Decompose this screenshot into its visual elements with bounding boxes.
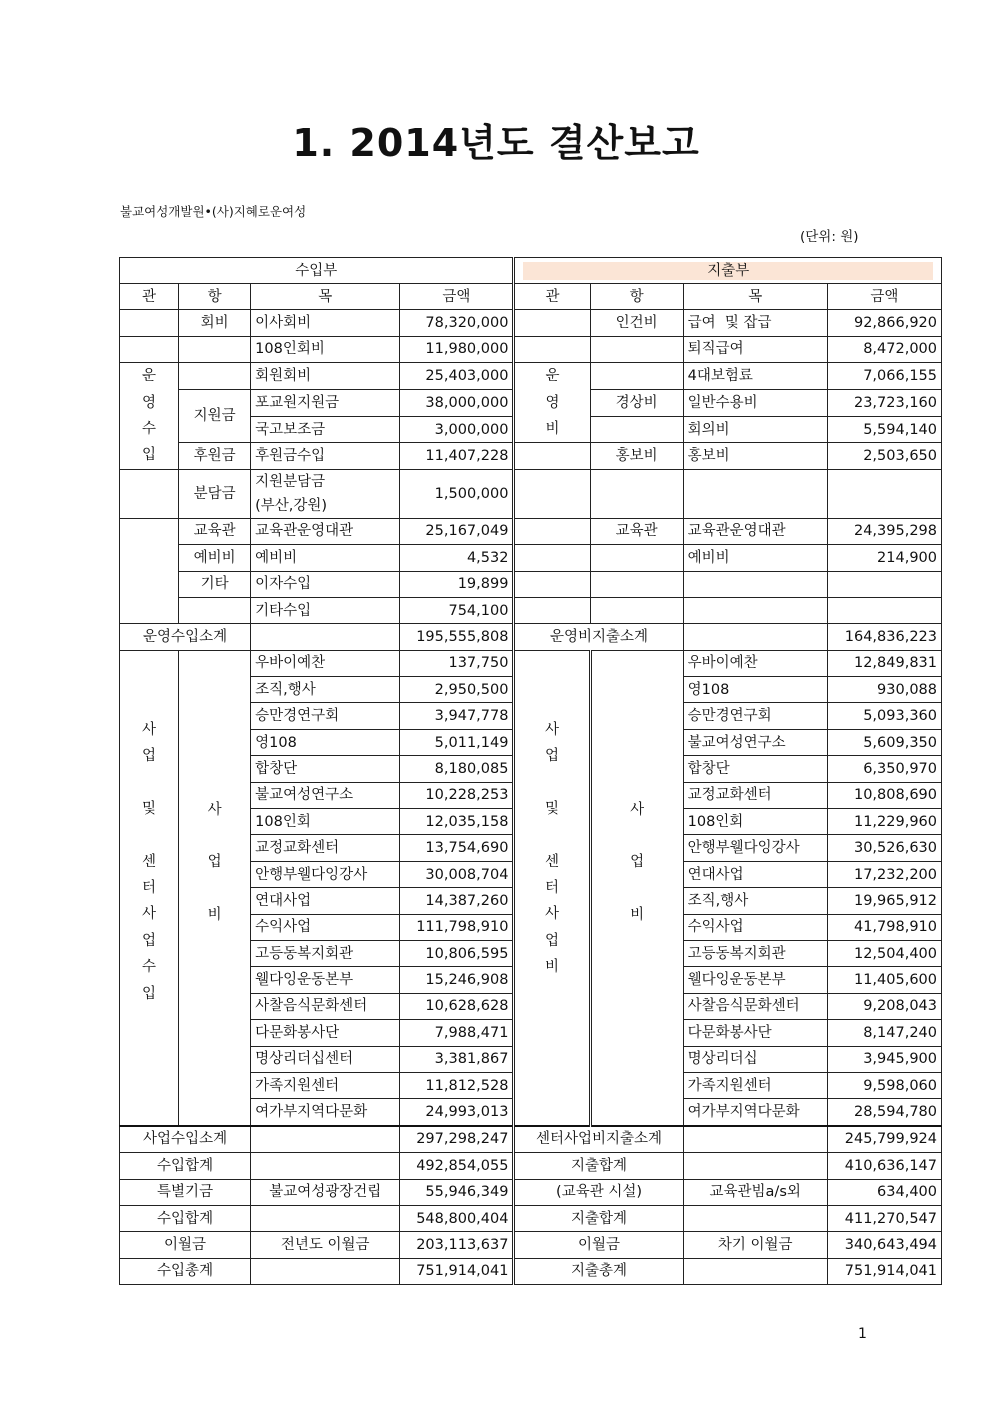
mok-cell: 포교원지원금: [251, 389, 400, 416]
amount-cell: 92,866,920: [827, 310, 941, 336]
mok-cell: 연대사업: [251, 888, 400, 914]
hang-cell: 후원금: [179, 443, 251, 469]
mok-cell: 다문화봉사단: [251, 1020, 400, 1046]
vertical-char: 사: [544, 906, 559, 923]
vertical-char: 비: [545, 420, 560, 437]
amount-cell: 14,387,260: [400, 888, 514, 914]
total-detail: 차기 이월금: [683, 1232, 827, 1258]
vertical-char: 센: [544, 853, 559, 870]
mok-cell: 수익사업: [251, 914, 400, 940]
total-label: 지출총계: [514, 1258, 683, 1284]
table-row: [120, 363, 942, 389]
settlement-table: [119, 257, 942, 1285]
amount-cell: 9,598,060: [827, 1072, 941, 1098]
mok-cell: 교정교화센터: [683, 782, 827, 808]
amount-cell: 3,947,778: [400, 703, 514, 729]
vertical-char: 비: [630, 907, 645, 924]
amount-cell: 30,526,630: [827, 835, 941, 861]
mok-line: 지원분담금: [255, 473, 326, 490]
mok-cell: 이사회비: [251, 310, 400, 336]
mok-cell: 교육관운영대관: [251, 518, 400, 544]
totals-row: [120, 1205, 942, 1231]
total-label: (교육관 시설): [514, 1179, 683, 1205]
expense-section-header: [514, 258, 942, 284]
total-amount: 245,799,924: [827, 1126, 941, 1153]
table-row: [120, 443, 942, 469]
vertical-char: 업: [142, 748, 157, 765]
total-amount: 548,800,404: [400, 1205, 514, 1231]
totals-row: [120, 1153, 942, 1179]
total-label: 지출합계: [514, 1153, 683, 1179]
amount-cell: 8,472,000: [827, 336, 941, 362]
hang-cell: 인건비: [590, 310, 683, 336]
total-amount: 410,636,147: [827, 1153, 941, 1179]
amount-cell: 10,806,595: [400, 940, 514, 966]
total-amount: 55,946,349: [400, 1179, 514, 1205]
vertical-char: [519, 822, 584, 848]
vertical-char: 터: [544, 880, 559, 897]
expense-section-label: 지출부: [523, 262, 933, 280]
income-op-gwan: [120, 363, 179, 470]
page-title: 1. 2014년도 결산보고: [292, 121, 700, 165]
table-row: [120, 571, 942, 597]
mok-cell: [683, 597, 827, 623]
mok-cell: 기타수입: [251, 597, 400, 623]
table-row: [120, 650, 942, 676]
total-amount: 340,643,494: [827, 1232, 941, 1258]
total-amount: 634,400: [827, 1179, 941, 1205]
vertical-char: 및: [544, 800, 559, 817]
vertical-char: 영: [545, 394, 560, 411]
vertical-char: [519, 769, 584, 795]
total-detail: [251, 1205, 400, 1231]
total-amount: 203,113,637: [400, 1232, 514, 1258]
amount-cell: 12,035,158: [400, 809, 514, 835]
page-number: 1: [858, 1326, 867, 1342]
vertical-char: [596, 876, 679, 902]
totals-row: [120, 1232, 942, 1258]
gwan-cell: [514, 597, 590, 623]
section-header-row: [120, 258, 942, 284]
mok-cell: 웰다잉운동본부: [683, 967, 827, 993]
mok-cell: 연대사업: [683, 861, 827, 887]
mok-cell: 이자수입: [251, 571, 400, 597]
hang-cell: 홍보비: [590, 443, 683, 469]
mok-cell: 일반수용비: [683, 389, 827, 416]
vertical-char: 사: [142, 906, 157, 923]
mok-cell: [251, 469, 400, 518]
mok-cell: 후원금수입: [251, 443, 400, 469]
amount-cell: 25,403,000: [400, 363, 514, 389]
amount-cell: 214,900: [827, 545, 941, 571]
mok-cell: 다문화봉사단: [683, 1020, 827, 1046]
total-label: 지출합계: [514, 1205, 683, 1231]
hang-cell: 경상비: [590, 389, 683, 416]
vertical-char: 업: [630, 854, 645, 871]
unit-label: (단위: 원): [800, 229, 859, 245]
amount-cell: 2,503,650: [827, 443, 941, 469]
totals-row: [120, 1126, 942, 1153]
vertical-char: [183, 823, 246, 849]
amount-cell: 2,950,500: [400, 677, 514, 703]
hang-cell: [590, 545, 683, 571]
amount-cell: 6,350,970: [827, 756, 941, 782]
total-detail: [251, 1153, 400, 1179]
amount-cell: 930,088: [827, 677, 941, 703]
amount-cell: 11,229,960: [827, 809, 941, 835]
totals-row: [120, 1179, 942, 1205]
amount-cell: 8,180,085: [400, 756, 514, 782]
mok-cell: 108인회: [683, 809, 827, 835]
vertical-char: 운: [142, 368, 157, 385]
amount-cell: 41,798,910: [827, 914, 941, 940]
mok-cell: 불교여성연구소: [251, 782, 400, 808]
total-detail: [683, 1153, 827, 1179]
total-amount: 492,854,055: [400, 1153, 514, 1179]
expense-biz-gwan: [514, 650, 590, 1126]
col-header-mok: 목: [251, 284, 400, 310]
mok-cell: 여가부지역다문화: [251, 1099, 400, 1126]
total-detail: [683, 1258, 827, 1284]
amount-cell: 17,232,200: [827, 861, 941, 887]
hang-cell: 분담금: [179, 469, 251, 518]
amount-cell: 28,594,780: [827, 1099, 941, 1126]
mok-cell: 불교여성연구소: [683, 729, 827, 755]
hang-cell: [179, 363, 251, 389]
total-amount: 751,914,041: [400, 1258, 514, 1284]
gwan-cell: [514, 310, 590, 336]
amount-cell: 137,750: [400, 650, 514, 676]
gwan-cell: [514, 336, 590, 362]
mok-cell: 퇴직급여: [683, 336, 827, 362]
table-row: [120, 597, 942, 623]
mok-cell: 예비비: [251, 545, 400, 571]
amount-cell: 4,532: [400, 545, 514, 571]
expense-op-gwan: [514, 363, 590, 443]
total-amount: 751,914,041: [827, 1258, 941, 1284]
gwan-cell: [120, 336, 179, 362]
total-label: 센터사업비지출소계: [514, 1126, 683, 1153]
amount-cell: 5,011,149: [400, 729, 514, 755]
gwan-cell: [514, 571, 590, 597]
mok-cell: 우바이예찬: [251, 650, 400, 676]
mok-cell: [683, 571, 827, 597]
mok-cell: 교육관운영대관: [683, 518, 827, 544]
mok-cell: 108인회비: [251, 336, 400, 362]
mok-cell: 회원회비: [251, 363, 400, 389]
vertical-char: 업: [544, 748, 559, 765]
amount-cell: 12,849,831: [827, 650, 941, 676]
mok-cell: 회의비: [683, 416, 827, 442]
vertical-char: [183, 876, 246, 902]
hang-cell: 교육관: [590, 518, 683, 544]
hang-cell: [590, 571, 683, 597]
amount-cell: 3,381,867: [400, 1046, 514, 1072]
table-row: [120, 518, 942, 544]
table-row: [120, 336, 942, 362]
vertical-char: 입: [142, 985, 157, 1002]
amount-cell: 24,993,013: [400, 1099, 514, 1126]
vertical-char: 업: [142, 932, 157, 949]
mok-cell: 교정교화센터: [251, 835, 400, 861]
mok-cell: [683, 624, 827, 650]
vertical-char: [124, 822, 174, 848]
amount-cell: 11,980,000: [400, 336, 514, 362]
vertical-char: [124, 769, 174, 795]
mok-cell: 명상리더십: [683, 1046, 827, 1072]
vertical-char: 및: [142, 800, 157, 817]
mok-cell: 4대보험료: [683, 363, 827, 389]
mok-cell: 합창단: [683, 756, 827, 782]
mok-cell: 사찰음식문화센터: [683, 993, 827, 1019]
total-detail: [683, 1126, 827, 1153]
amount-cell: [827, 469, 941, 518]
mok-cell: 급여 및 잡급: [683, 310, 827, 336]
amount-cell: 5,609,350: [827, 729, 941, 755]
totals-row: [120, 1258, 942, 1284]
mok-cell: 고등동복지회관: [683, 940, 827, 966]
mok-cell: 국고보조금: [251, 416, 400, 442]
mok-cell: 가족지원센터: [683, 1072, 827, 1098]
vertical-char: 사: [630, 801, 645, 818]
amount-cell: 5,594,140: [827, 416, 941, 442]
mok-cell: 영108: [251, 729, 400, 755]
hang-cell: [590, 469, 683, 518]
total-label: 이월금: [514, 1232, 683, 1258]
gwan-cell: [120, 518, 179, 624]
amount-cell: 7,988,471: [400, 1020, 514, 1046]
hang-cell: [179, 336, 251, 362]
subtotal-amount: 195,555,808: [400, 624, 514, 650]
vertical-char: 업: [207, 854, 222, 871]
vertical-char: 입: [142, 447, 157, 464]
vertical-char: 사: [207, 801, 222, 818]
amount-cell: 7,066,155: [827, 363, 941, 389]
hang-cell: 기타: [179, 571, 251, 597]
amount-cell: 3,000,000: [400, 416, 514, 442]
subtotal-label: 운영수입소계: [120, 624, 251, 650]
mok-cell: 조직,행사: [683, 888, 827, 914]
hang-cell: [590, 336, 683, 362]
amount-cell: 13,754,690: [400, 835, 514, 861]
op-subtotal-row: [120, 624, 942, 650]
total-label: 수입합계: [120, 1205, 251, 1231]
mok-cell: 안행부웰다잉강사: [251, 861, 400, 887]
col-header-gwan: 관: [120, 284, 179, 310]
mok-cell: [251, 624, 400, 650]
amount-cell: 19,899: [400, 571, 514, 597]
vertical-char: 비: [544, 959, 559, 976]
amount-cell: 1,500,000: [400, 469, 514, 518]
vertical-char: [596, 823, 679, 849]
hang-cell: 교육관: [179, 518, 251, 544]
total-label: 사업수입소계: [120, 1126, 251, 1153]
col-header-gwan: 관: [514, 284, 590, 310]
mok-cell: 영108: [683, 677, 827, 703]
amount-cell: 10,228,253: [400, 782, 514, 808]
total-label: 특별기금: [120, 1179, 251, 1205]
mok-line: (부산,강원): [255, 497, 328, 514]
total-detail: [251, 1258, 400, 1284]
amount-cell: 111,798,910: [400, 914, 514, 940]
vertical-char: 운: [545, 368, 560, 385]
mok-cell: 승만경연구회: [683, 703, 827, 729]
mok-cell: 웰다잉운동본부: [251, 967, 400, 993]
total-detail: 교육관빔a/s외: [683, 1179, 827, 1205]
hang-cell: [590, 597, 683, 623]
hang-cell: [590, 416, 683, 442]
amount-cell: 38,000,000: [400, 389, 514, 416]
mok-cell: 사찰음식문화센터: [251, 993, 400, 1019]
income-biz-hang: [179, 650, 251, 1126]
amount-cell: 24,395,298: [827, 518, 941, 544]
amount-cell: 12,504,400: [827, 940, 941, 966]
income-biz-gwan: [120, 650, 179, 1126]
hang-cell: 지원금: [179, 389, 251, 443]
total-detail: 불교여성광장건립: [251, 1179, 400, 1205]
total-detail: [683, 1205, 827, 1231]
amount-cell: 754,100: [400, 597, 514, 623]
vertical-char: 사: [544, 721, 559, 738]
total-amount: 411,270,547: [827, 1205, 941, 1231]
hang-cell: [590, 363, 683, 389]
organization-name: 불교여성개발원•(사)지혜로운여성: [120, 204, 307, 219]
gwan-cell: [514, 545, 590, 571]
gwan-cell: [514, 518, 590, 544]
vertical-char: 수: [142, 959, 157, 976]
amount-cell: 23,723,160: [827, 389, 941, 416]
subtotal-amount: 164,836,223: [827, 624, 941, 650]
mok-cell: 승만경연구회: [251, 703, 400, 729]
total-label: 이월금: [120, 1232, 251, 1258]
amount-cell: 10,628,628: [400, 993, 514, 1019]
mok-cell: 합창단: [251, 756, 400, 782]
amount-cell: 25,167,049: [400, 518, 514, 544]
total-label: 수입합계: [120, 1153, 251, 1179]
table-row: [120, 469, 942, 518]
mok-cell: 가족지원센터: [251, 1072, 400, 1098]
col-header-hang: 항: [590, 284, 683, 310]
amount-cell: 5,093,360: [827, 703, 941, 729]
vertical-char: 수: [142, 420, 157, 437]
vertical-char: 영: [142, 394, 157, 411]
expense-biz-hang: [590, 650, 683, 1126]
amount-cell: 19,965,912: [827, 888, 941, 914]
vertical-char: 업: [544, 932, 559, 949]
mok-cell: 예비비: [683, 545, 827, 571]
amount-cell: 11,407,228: [400, 443, 514, 469]
col-header-amount: 금액: [400, 284, 514, 310]
table-row: [120, 545, 942, 571]
amount-cell: 30,008,704: [400, 861, 514, 887]
subtotal-label: 운영비지출소계: [514, 624, 683, 650]
gwan-cell: [120, 310, 179, 336]
gwan-cell: [514, 443, 590, 469]
amount-cell: [827, 597, 941, 623]
mok-cell: 조직,행사: [251, 677, 400, 703]
col-header-mok: 목: [683, 284, 827, 310]
amount-cell: 10,808,690: [827, 782, 941, 808]
hang-cell: [179, 597, 251, 623]
vertical-char: 센: [142, 853, 157, 870]
mok-cell: 수익사업: [683, 914, 827, 940]
vertical-char: 비: [207, 907, 222, 924]
amount-cell: [827, 571, 941, 597]
mok-cell: 여가부지역다문화: [683, 1099, 827, 1126]
mok-cell: 108인회: [251, 809, 400, 835]
vertical-char: 터: [142, 880, 157, 897]
gwan-cell: [120, 469, 179, 518]
hang-cell: 예비비: [179, 545, 251, 571]
amount-cell: 78,320,000: [400, 310, 514, 336]
amount-cell: 8,147,240: [827, 1020, 941, 1046]
col-header-amount: 금액: [827, 284, 941, 310]
total-detail: [251, 1126, 400, 1153]
mok-cell: [683, 469, 827, 518]
total-detail: 전년도 이월금: [251, 1232, 400, 1258]
amount-cell: 3,945,900: [827, 1046, 941, 1072]
mok-cell: 안행부웰다잉강사: [683, 835, 827, 861]
total-label: 수입총계: [120, 1258, 251, 1284]
hang-cell: 회비: [179, 310, 251, 336]
table-row: [120, 310, 942, 336]
col-header-hang: 항: [179, 284, 251, 310]
gwan-cell: [514, 469, 590, 518]
mok-cell: 고등동복지회관: [251, 940, 400, 966]
amount-cell: 11,405,600: [827, 967, 941, 993]
vertical-char: 사: [142, 721, 157, 738]
mok-cell: 홍보비: [683, 443, 827, 469]
column-header-row: [120, 284, 942, 310]
mok-cell: 명상리더십센터: [251, 1046, 400, 1072]
amount-cell: 15,246,908: [400, 967, 514, 993]
income-section-header: 수입부: [120, 258, 514, 284]
amount-cell: 9,208,043: [827, 993, 941, 1019]
total-amount: 297,298,247: [400, 1126, 514, 1153]
amount-cell: 11,812,528: [400, 1072, 514, 1098]
mok-cell: 우바이예찬: [683, 650, 827, 676]
